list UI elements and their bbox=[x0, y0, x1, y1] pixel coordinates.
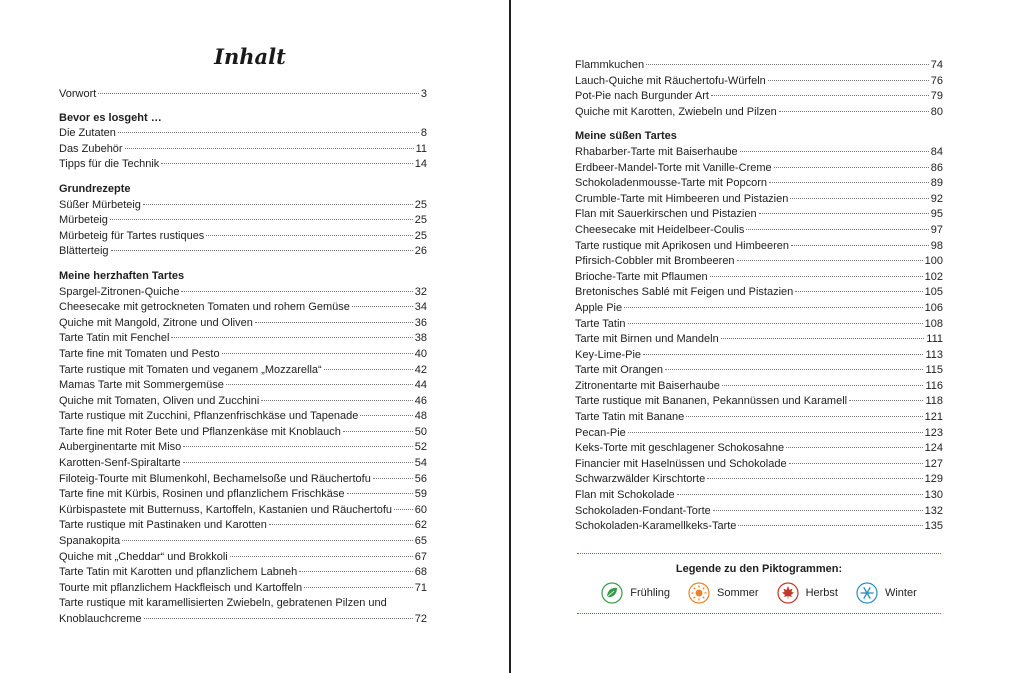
toc-entry bbox=[59, 456, 427, 472]
dot-leader bbox=[373, 478, 413, 479]
toc-entry-label: Key-Lime-Pie bbox=[575, 348, 642, 361]
dot-leader bbox=[774, 167, 929, 168]
toc-entry bbox=[59, 363, 427, 379]
toc-entry-page: 113 bbox=[925, 348, 943, 361]
dot-leader bbox=[665, 369, 923, 370]
toc-entry-page: 79 bbox=[930, 90, 943, 103]
dot-leader bbox=[360, 415, 412, 416]
toc-entry bbox=[575, 348, 943, 364]
toc-entry bbox=[575, 363, 943, 379]
toc-entry-label: Mürbeteig für Tartes rustiques bbox=[59, 229, 205, 242]
dot-leader bbox=[768, 80, 929, 81]
toc-entry bbox=[59, 503, 427, 519]
toc-entry-page: 36 bbox=[414, 316, 427, 329]
toc-entry bbox=[59, 229, 427, 245]
dot-leader bbox=[707, 478, 922, 479]
toc-entry bbox=[59, 331, 427, 347]
dot-leader bbox=[230, 556, 413, 557]
toc-entry-page: 129 bbox=[924, 473, 943, 486]
toc-entry bbox=[575, 379, 943, 395]
toc-entry bbox=[59, 87, 427, 103]
dot-leader bbox=[677, 494, 923, 495]
toc-entry-page: 80 bbox=[930, 105, 943, 118]
toc-entry-label: Schwarzwälder Kirschtorte bbox=[575, 473, 706, 486]
toc-entry bbox=[575, 74, 943, 90]
toc-entry-label: Tourte mit pflanzlichem Hackfleisch und Kartoffeln bbox=[59, 581, 303, 594]
sun-icon bbox=[688, 582, 710, 604]
toc-entry-page: 102 bbox=[924, 270, 943, 283]
legend-label: Sommer bbox=[717, 587, 759, 599]
toc-entry-page: 40 bbox=[414, 347, 427, 360]
maple-leaf-icon bbox=[777, 582, 799, 604]
toc-entry-page: 25 bbox=[414, 214, 427, 227]
toc-entry bbox=[59, 550, 427, 566]
toc-entry bbox=[575, 426, 943, 442]
dot-leader bbox=[643, 354, 923, 355]
toc-entry-page: 127 bbox=[924, 457, 943, 470]
toc-entry-page: 60 bbox=[414, 503, 427, 516]
dot-leader bbox=[122, 540, 413, 541]
toc-entry-page: 121 bbox=[924, 411, 943, 424]
toc-entry-page: 42 bbox=[414, 363, 427, 376]
toc-entry-page: 52 bbox=[414, 441, 427, 454]
toc-entry-page: 48 bbox=[414, 410, 427, 423]
toc-entry-page: 38 bbox=[414, 332, 427, 345]
dot-leader bbox=[255, 322, 413, 323]
toc-entry-page: 72 bbox=[414, 613, 427, 625]
toc-entry-label: Tarte rustique mit Pastinaken und Karotten bbox=[59, 519, 267, 532]
legend-item bbox=[777, 582, 838, 604]
toc-entry-label: Vorwort bbox=[59, 88, 97, 100]
section-heading: Grundrezepte bbox=[59, 182, 131, 195]
dot-leader bbox=[721, 338, 925, 339]
dot-leader bbox=[769, 182, 929, 183]
toc-entry-label: Pfirsich-Cobbler mit Brombeeren bbox=[575, 255, 735, 268]
dot-leader bbox=[740, 151, 929, 152]
toc-entry-page: 67 bbox=[414, 550, 427, 563]
toc-entry-page: 11 bbox=[415, 142, 427, 155]
toc-entry-label: Tarte mit Orangen bbox=[575, 364, 664, 377]
toc-entry-label: Blätterteig bbox=[59, 245, 109, 258]
legend-title: Legende zu den Piktogrammen: bbox=[675, 563, 843, 575]
toc-entry bbox=[59, 285, 427, 301]
toc-entry-page: 116 bbox=[925, 379, 943, 392]
toc-entry-page: 105 bbox=[924, 286, 943, 299]
toc-entry bbox=[575, 58, 943, 74]
toc-entry-label: Tarte rustique mit Zucchini, Pflanzenfrischkäse und Tapenade bbox=[59, 410, 359, 423]
toc-entry bbox=[575, 145, 943, 161]
toc-entry-page: 65 bbox=[414, 535, 427, 548]
toc-entry bbox=[59, 244, 427, 260]
pictogram-legend bbox=[577, 553, 941, 614]
toc-entry-page: 74 bbox=[930, 59, 943, 71]
dot-leader bbox=[324, 369, 413, 370]
toc-entry-label: Brioche-Tarte mit Pflaumen bbox=[575, 270, 708, 283]
toc-entry-page: 108 bbox=[924, 317, 943, 330]
toc-entry-label: Quiche mit „Cheddar“ und Brokkoli bbox=[59, 550, 228, 563]
toc-entry bbox=[59, 487, 427, 503]
toc-entry bbox=[575, 176, 943, 192]
toc-entry bbox=[59, 425, 427, 441]
toc-entry-label: Tarte rustique mit Aprikosen und Himbeeren bbox=[575, 239, 789, 252]
toc-entry-label: Keks-Torte mit geschlagener Schokosahne bbox=[575, 442, 785, 455]
toc-entry-page: 115 bbox=[925, 364, 943, 377]
toc-entry-page: 59 bbox=[414, 488, 427, 501]
toc-entry bbox=[59, 394, 427, 410]
toc-entry-page: 56 bbox=[414, 472, 427, 485]
toc-entry bbox=[59, 534, 427, 550]
toc-entry-page: 71 bbox=[414, 581, 427, 594]
dot-leader bbox=[110, 219, 413, 220]
toc-entry-page: 54 bbox=[414, 457, 427, 470]
toc-entry-label: Tarte fine mit Roter Bete und Pflanzenkäse mit Knoblauch bbox=[59, 425, 341, 438]
toc-entry-label: Crumble-Tarte mit Himbeeren und Pistazien bbox=[575, 192, 789, 205]
toc-entry-label: Flan mit Schokolade bbox=[575, 489, 675, 502]
toc-entry bbox=[59, 142, 427, 158]
toc-entry bbox=[575, 441, 943, 457]
toc-entry-label: Tarte Tatin mit Fenchel bbox=[59, 332, 170, 345]
dot-leader bbox=[299, 571, 412, 572]
toc-entry-page: 46 bbox=[414, 394, 427, 407]
toc-entry-page: 124 bbox=[924, 442, 943, 455]
toc-entry-label: Tipps für die Technik bbox=[59, 158, 160, 171]
toc-entry bbox=[575, 192, 943, 208]
toc-entry-page: 132 bbox=[924, 504, 943, 517]
section-heading: Meine herzhaften Tartes bbox=[59, 269, 185, 282]
toc-entry-page: 25 bbox=[414, 229, 427, 242]
toc-entry-page: 8 bbox=[420, 127, 427, 140]
toc-entry-page: 89 bbox=[930, 177, 943, 190]
toc-entry-label: Pecan-Pie bbox=[575, 426, 626, 439]
dot-leader bbox=[779, 111, 929, 112]
toc-entry-label: Quiche mit Tomaten, Oliven und Zucchini bbox=[59, 394, 260, 407]
dot-leader bbox=[304, 587, 413, 588]
dot-leader bbox=[347, 493, 413, 494]
dot-leader bbox=[394, 509, 413, 510]
page-title: Inhalt bbox=[214, 44, 286, 69]
toc-entry bbox=[59, 198, 427, 214]
legend-item bbox=[688, 582, 759, 604]
dot-leader bbox=[206, 235, 412, 236]
toc-entry-label: Die Zutaten bbox=[59, 127, 116, 140]
toc-entry-page: 86 bbox=[930, 161, 943, 174]
section-heading: Meine süßen Tartes bbox=[575, 130, 677, 143]
toc-entry bbox=[575, 161, 943, 177]
toc-entry-label: Mamas Tarte mit Sommergemüse bbox=[59, 379, 224, 392]
dot-leader bbox=[181, 291, 412, 292]
toc-entry-label: Flan mit Sauerkirschen und Pistazien bbox=[575, 208, 757, 221]
dot-leader bbox=[628, 432, 923, 433]
dot-leader bbox=[183, 446, 412, 447]
dot-leader bbox=[713, 510, 923, 511]
legend-label: Winter bbox=[884, 587, 917, 599]
toc-left bbox=[59, 87, 427, 628]
toc-entry bbox=[575, 239, 943, 255]
legend-label: Herbst bbox=[805, 587, 838, 599]
toc-entry-label: Rhabarber-Tarte mit Baiserhaube bbox=[575, 145, 738, 158]
dot-leader bbox=[791, 245, 929, 246]
toc-entry-label: Süßer Mürbeteig bbox=[59, 198, 141, 211]
toc-entry-label-cont: Knoblauchcreme bbox=[59, 613, 142, 625]
toc-entry-page: 14 bbox=[414, 158, 427, 171]
toc-entry-label: Spanakopita bbox=[59, 535, 121, 548]
toc-entry bbox=[59, 409, 427, 425]
toc-entry bbox=[575, 105, 943, 121]
toc-entry bbox=[575, 457, 943, 473]
dot-leader bbox=[795, 291, 922, 292]
toc-entry-page: 50 bbox=[414, 425, 427, 438]
dot-leader bbox=[628, 323, 923, 324]
toc-entry bbox=[59, 300, 427, 316]
toc-entry-label: Tarte Tatin mit Karotten und pflanzlichem Labneh bbox=[59, 566, 298, 579]
toc-entry bbox=[59, 596, 427, 627]
toc-entry bbox=[59, 316, 427, 332]
toc-entry-label: Spargel-Zitronen-Quiche bbox=[59, 285, 180, 298]
dot-leader bbox=[125, 148, 414, 149]
legend-item bbox=[856, 582, 917, 604]
toc-entry-label: Apple Pie bbox=[575, 301, 623, 314]
toc-entry-label: Tarte fine mit Kürbis, Rosinen und pflanzlichem Frischkäse bbox=[59, 488, 345, 501]
toc-entry-label: Tarte rustique mit karamellisierten Zwiebeln, gebratenen Pilzen und bbox=[59, 597, 387, 610]
toc-entry-label: Cheesecake mit getrockneten Tomaten und rohem Gemüse bbox=[59, 301, 350, 314]
dot-leader bbox=[352, 306, 413, 307]
toc-entry bbox=[575, 472, 943, 488]
toc-entry-label: Tarte fine mit Tomaten und Pesto bbox=[59, 347, 220, 360]
dot-leader bbox=[183, 462, 413, 463]
toc-entry-label: Tarte mit Birnen und Mandeln bbox=[575, 333, 719, 346]
toc-entry-label: Kürbispastete mit Butternuss, Kartoffeln, Kastanien und Räuchertofu bbox=[59, 503, 393, 516]
toc-entry bbox=[575, 394, 943, 410]
dot-leader bbox=[343, 431, 413, 432]
toc-entry-page: 123 bbox=[924, 426, 943, 439]
toc-entry bbox=[575, 89, 943, 105]
toc-entry-page: 111 bbox=[926, 333, 943, 346]
toc-entry-label: Flammkuchen bbox=[575, 59, 645, 71]
section-heading: Bevor es losgeht … bbox=[59, 111, 162, 124]
toc-entry-label: Tarte rustique mit Bananen, Pekannüssen und Karamell bbox=[575, 395, 848, 408]
toc-entry-label: Quiche mit Karotten, Zwiebeln und Pilzen bbox=[575, 105, 777, 118]
toc-entry bbox=[575, 301, 943, 317]
dot-leader bbox=[144, 618, 413, 619]
dot-leader bbox=[111, 250, 413, 251]
toc-entry bbox=[59, 347, 427, 363]
toc-entry bbox=[59, 440, 427, 456]
toc-entry bbox=[575, 270, 943, 286]
toc-entry-label: Mürbeteig bbox=[59, 214, 108, 227]
dot-leader bbox=[722, 385, 924, 386]
dot-leader bbox=[261, 400, 412, 401]
toc-entry bbox=[59, 213, 427, 229]
toc-entry-page: 118 bbox=[925, 395, 943, 408]
dot-leader bbox=[737, 260, 923, 261]
dot-leader bbox=[759, 213, 929, 214]
dot-leader bbox=[171, 337, 412, 338]
dot-leader bbox=[161, 163, 412, 164]
toc-entry-page: 95 bbox=[930, 208, 943, 221]
leaf-icon bbox=[601, 582, 623, 604]
toc-entry-page: 26 bbox=[414, 245, 427, 258]
toc-entry-label: Zitronentarte mit Baiserhaube bbox=[575, 379, 720, 392]
toc-entry-label: Quiche mit Mangold, Zitrone und Oliven bbox=[59, 316, 253, 329]
toc-entry-label: Lauch-Quiche mit Räuchertofu-Würfeln bbox=[575, 74, 766, 87]
dot-leader bbox=[686, 416, 922, 417]
toc-entry-label: Das Zubehör bbox=[59, 142, 123, 155]
toc-entry-page: 44 bbox=[414, 379, 427, 392]
toc-entry bbox=[575, 519, 943, 535]
toc-entry bbox=[59, 157, 427, 173]
toc-entry-page: 135 bbox=[924, 520, 943, 533]
toc-entry-label: Auberginentarte mit Miso bbox=[59, 441, 182, 454]
toc-entry-label: Tarte Tatin bbox=[575, 317, 626, 330]
toc-entry bbox=[575, 223, 943, 239]
dot-leader bbox=[646, 64, 929, 65]
toc-entry bbox=[575, 332, 943, 348]
dot-leader bbox=[269, 524, 413, 525]
toc-entry-page: 92 bbox=[930, 192, 943, 205]
toc-entry-page: 100 bbox=[924, 255, 943, 268]
toc-entry-page: 76 bbox=[930, 74, 943, 87]
dot-leader bbox=[786, 447, 923, 448]
dot-leader bbox=[98, 93, 419, 94]
toc-entry-label: Financier mit Haselnüssen und Schokolade bbox=[575, 457, 787, 470]
snowflake-icon bbox=[856, 582, 878, 604]
dot-leader bbox=[226, 384, 413, 385]
dot-leader bbox=[738, 525, 922, 526]
toc-entry-label: Schokoladen-Fondant-Torte bbox=[575, 504, 711, 517]
dot-leader bbox=[624, 307, 923, 308]
toc-entry bbox=[575, 207, 943, 223]
dot-leader bbox=[710, 276, 923, 277]
dot-leader bbox=[789, 463, 923, 464]
toc-entry-label: Cheesecake mit Heidelbeer-Coulis bbox=[575, 223, 745, 236]
toc-entry bbox=[575, 317, 943, 333]
toc-entry-page: 32 bbox=[414, 285, 427, 298]
toc-entry-page: 3 bbox=[420, 88, 427, 100]
toc-entry bbox=[575, 254, 943, 270]
toc-entry-label: Tarte rustique mit Tomaten und veganem „Mozzarella“ bbox=[59, 363, 322, 376]
toc-entry bbox=[575, 504, 943, 520]
toc-entry-page: 62 bbox=[414, 519, 427, 532]
dot-leader bbox=[711, 95, 929, 96]
toc-entry bbox=[59, 581, 427, 597]
toc-entry-page: 130 bbox=[924, 489, 943, 502]
legend-label: Frühling bbox=[630, 587, 670, 599]
toc-entry-label: Schokoladenmousse-Tarte mit Popcorn bbox=[575, 177, 767, 190]
toc-entry-page: 68 bbox=[414, 566, 427, 579]
dot-leader bbox=[222, 353, 413, 354]
toc-right bbox=[575, 58, 943, 535]
toc-entry-page: 97 bbox=[930, 223, 943, 236]
toc-entry bbox=[59, 126, 427, 142]
left-page bbox=[0, 0, 509, 673]
toc-entry bbox=[575, 285, 943, 301]
dot-leader bbox=[746, 229, 928, 230]
toc-entry bbox=[59, 518, 427, 534]
dot-leader bbox=[118, 132, 419, 133]
toc-entry bbox=[59, 378, 427, 394]
toc-entry-label: Karotten-Senf-Spiraltarte bbox=[59, 457, 181, 470]
toc-entry-page: 106 bbox=[924, 301, 943, 314]
legend-items bbox=[577, 582, 941, 604]
toc-entry-label: Schokoladen-Karamellkeks-Tarte bbox=[575, 520, 737, 533]
toc-entry bbox=[575, 410, 943, 426]
toc-entry-label: Filoteig-Tourte mit Blumenkohl, Bechamelsoße und Räuchertofu bbox=[59, 472, 371, 485]
dot-leader bbox=[849, 400, 923, 401]
toc-entry-page: 34 bbox=[414, 301, 427, 314]
toc-entry-line bbox=[59, 612, 427, 628]
dot-leader bbox=[790, 198, 928, 199]
legend-item bbox=[601, 582, 670, 604]
toc-entry bbox=[59, 472, 427, 488]
toc-entry-label: Tarte Tatin mit Banane bbox=[575, 411, 685, 424]
toc-entry-page: 25 bbox=[414, 198, 427, 211]
toc-entry-label: Bretonisches Sablé mit Feigen und Pistazien bbox=[575, 286, 794, 299]
toc-entry-page: 84 bbox=[930, 145, 943, 158]
toc-entry bbox=[575, 488, 943, 504]
toc-entry-label: Erdbeer-Mandel-Torte mit Vanille-Creme bbox=[575, 161, 772, 174]
toc-entry-page: 98 bbox=[930, 239, 943, 252]
toc-entry-label: Pot-Pie nach Burgunder Art bbox=[575, 90, 709, 103]
toc-entry bbox=[59, 565, 427, 581]
dot-leader bbox=[143, 204, 413, 205]
